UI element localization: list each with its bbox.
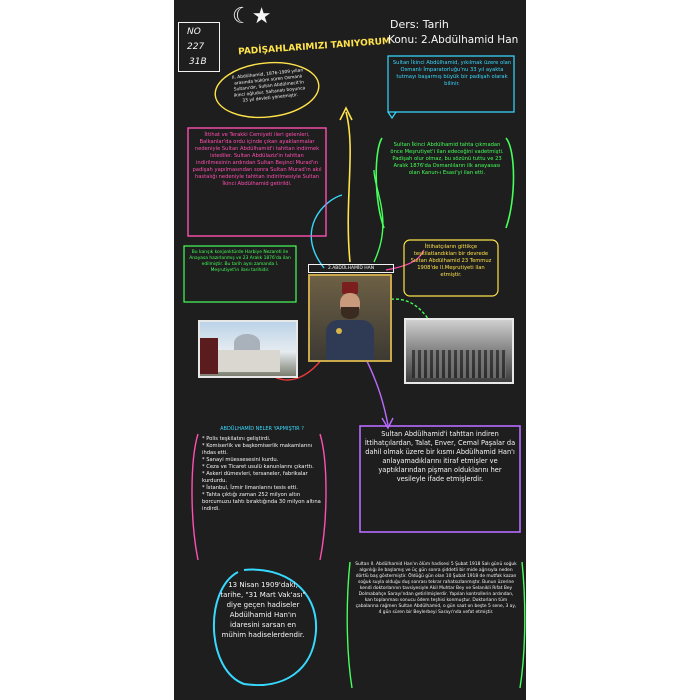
list-item: * Tahta çıktığı zaman 252 milyon altın borcumuzu tahtı bıraktığında 30 milyon altına indirdi. [202,492,321,512]
list-item: * Sanayi müessesesini kurdu. [202,457,279,463]
crowd-figures [412,350,506,378]
list-item: * Ceza ve Ticaret usulü kanunlarını çıkarttı. [202,464,314,470]
death-text: Sultan II. Abdülhamid Han'ın ölüm hadisesi 5 Şubat 1918 Salı günü soğuk algınlığı ile başlamış ve üç gün sonra şiddetli bir mide ağrısıyla neden dörtlü baş göstermiştir. Öldüğü gün olan 10 Şubat 1918 de mutfak kazan soğuk suyla olduğu duş sonrası tekrar rahatsızlanmıştır. Bunun üzerine kendi doktorlarının tavsiyesiyle Akil Muhtar Bey ve Selanikli Rıfat Bey Dolmabahçe Sarayı'ndan getirilmişlerdir. Yapılan kontrollerin ardından, kan toplanması sonucu ödem teşhisi konmuştur. Doktorların tüm çabalarına rağmen Sultan Abdülhamid, o gün saat on beşte 5 sene, 3 ay, 4 gün süren bir Beylerbeyi Sarayı'nda vefat etmiştir. [355,562,517,615]
mesrutiyet-text: Sultan İkinci Abdülhamid tahta çıkmadan önce Meşrutiyet'i ilan edeceğini vadetmişti. Padişah olur olmaz, bu sözünü tuttu ve 23 Aralık 1876'da Osmanlıların ilk anayasası olan Kanun-ı Esasi'yi ilan etti. [390,142,504,176]
crescent-star-icon: ☾★ [232,4,272,29]
intro-text: II. Abdülhamid, 1876-1909 yılları arasında hüküm süren Osmanlı Sultanı'dır, Sultan Abdülmecit'in ikinci oğludur. Saltanatı boyunca 33 yıl devleti yönetmiştir. [231,68,306,104]
topic-label: Konu: 2.Abdülhamid Han [388,34,519,46]
portrait-medal [336,328,342,334]
chalkboard-poster [174,0,526,700]
subject-label: Ders: Tarih [390,18,449,31]
march31-text: 13 Nisan 1909'daki, tarihe, "31 Mart Vak'ası" diye geçen hadiseler Abdülhamid Han'ın idaresini sarsan en mühim hadiselerdendir. [220,581,306,639]
portrait-beard [341,307,359,319]
portrait-frame [300,262,400,362]
long-reign-text: Sultan İkinci Abdülhamid, yıkılmak üzere olan Osmanlı İmparatorluğu'nu 33 yıl ayakta tutmayı başarmış büyük bir padişah olarak bilinir. [392,60,512,87]
no-value: 227 [187,42,205,52]
dethrone-text: Sultan Abdülhamid'i tahttan indiren İttihatçılardan, Talat, Enver, Cemal Paşalar da dahil olmak üzere bir kısmı Abdülhamid Han'ı anlayamadıklarını itiraf etmişler ve yaptıklarından pişman olduklarını her vesileyle ifade etmişlerdir. [364,430,516,483]
list-item: * Komiserlik ve başkomiserlik makamlarını ihdas etti. [202,443,313,456]
list-item: * İstanbul, İzmir limanlarını tesis etti. [202,485,298,491]
page-title: PADİŞAHLARIMIZI TANIYORUM [237,36,392,58]
mosque-building [216,350,280,372]
second-constitution-text: İttihatçıların gittikçe teşkilatlandıkları bir devrede Sultan Abdülhamid 23 Temmuz 1908'de II.Meşrutiyeti ilan etmiştir. [410,244,492,278]
crowd-photo [404,318,514,384]
portrait-uniform [326,320,374,360]
ittihat-text: İttihat ve Terakki Cemiyeti ileri gelenleri, Balkanlar'da ordu içinde çıkan ayaklanmalar nedeniyle Sultan Abdülhamid'i tahttan indirmek istediler. Sultan Abdülaziz'in tahttan indirilmesinin ardından Sultan Beşinci Murad'ın padişah yapılmasından sonra Sultan Murad'ın akıl hastalığı nedeniyle tahttan indirilmesiyle Sultan İkinci Abdülhamid getirildi. [192,132,322,187]
list-item: * Polis teşkilatını geliştirdi. [202,436,271,442]
first-constitution-text: Bu karışık konjonktürde Harbiye Nezareti ile Anayasa hazırlanmış ve 23 Aralık 1876'da ilan edilmiştir. Bu tarih aynı zamanda I. Meşrutiyet'in ilanı tarihidir. [189,250,291,273]
no-label: NO [187,27,201,37]
tree-left [200,338,218,374]
class-value: 31B [189,57,207,67]
portrait-photo [308,274,392,362]
works-title: ABDÜLHAMİD NELER YAPMIŞTIR ? [220,426,304,432]
works-list [202,436,322,513]
list-item: * Askeri dümevleri, tersaneler, fabrikalar kurdurdu. [202,471,308,484]
class-number-box [178,22,220,72]
mosque-photo [198,320,298,378]
portrait-label: 2.ABDÜLHAMİD HAN [308,264,394,273]
